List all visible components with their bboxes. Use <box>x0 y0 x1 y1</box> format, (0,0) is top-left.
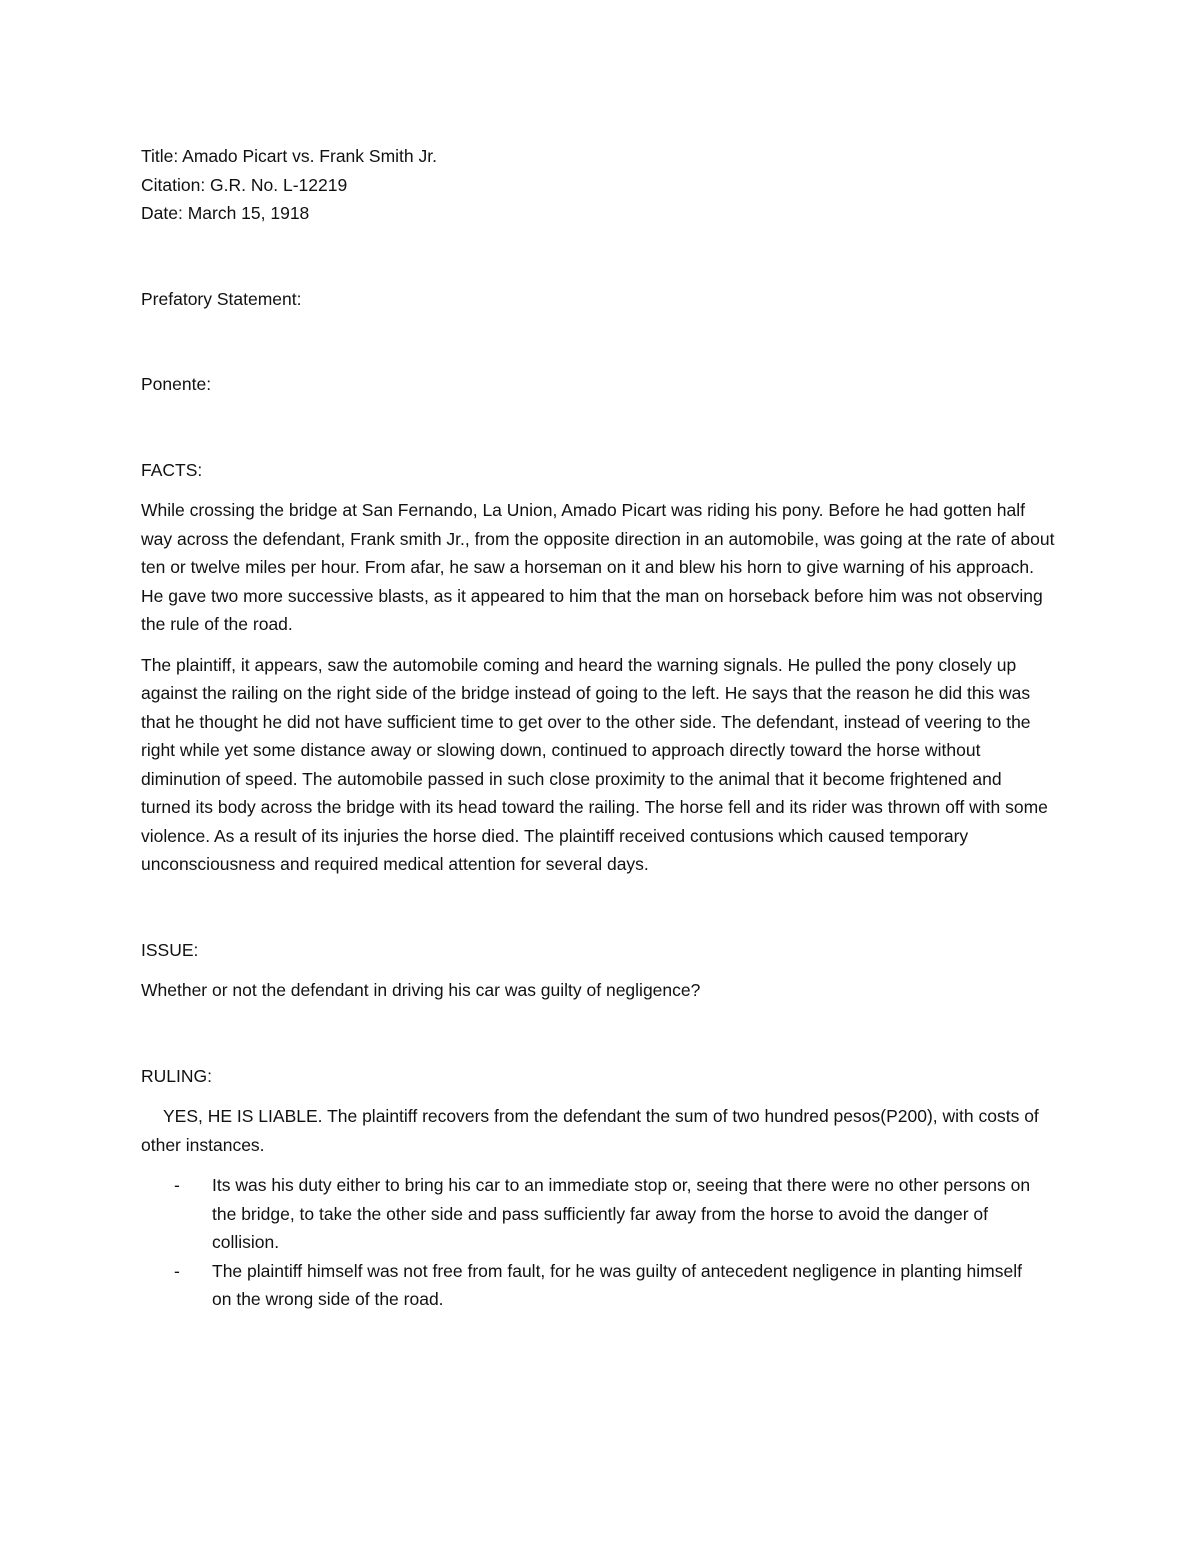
ruling-bullet-2 <box>141 1257 1042 1314</box>
facts-paragraph-1: While crossing the bridge at San Fernando, La Union, Amado Picart was riding his pony. Before he had gotten half way across the defendant, Frank smith Jr., from the opposite direction in an automobile, was going at the rate of about ten or twelve miles per hour. From afar, he saw a horseman on it and blew his horn to give warning of his approach. He gave two more successive blasts, as it appeared to him that the man on horseback before him was not observing the rule of the road. <box>141 500 1055 634</box>
dash-bullet-icon: - <box>174 1175 180 1195</box>
dash-bullet-icon: - <box>174 1260 180 1281</box>
ponente-label: Ponente: <box>141 374 212 394</box>
spacer <box>141 228 1061 285</box>
spacer <box>141 1005 1061 1062</box>
issue-text: Whether or not the defendant in driving his car was guilty of negligence? <box>141 980 701 1000</box>
prefatory-statement-label: Prefatory Statement: <box>141 288 302 309</box>
spacer <box>141 1090 1061 1102</box>
spacer <box>141 399 1061 456</box>
case-citation: Citation: G.R. No. L-12219 <box>141 174 348 195</box>
ruling-text: YES, HE IS LIABLE. The plaintiff recovers from the defendant the sum of two hundred pesos(P200), with costs of other instances. <box>141 1106 1039 1155</box>
issue-heading: ISSUE: <box>141 939 199 960</box>
document-body <box>141 142 1061 1314</box>
spacer <box>141 964 1061 976</box>
spacer <box>141 879 1061 936</box>
ruling-heading: RULING: <box>141 1065 212 1086</box>
spacer <box>141 639 1061 651</box>
spacer <box>141 484 1061 496</box>
facts-heading: FACTS: <box>141 459 203 480</box>
facts-paragraph-2: The plaintiff, it appears, saw the automobile coming and heard the warning signals. He pulled the pony closely up against the railing on the right side of the bridge instead of going to the left. He says that the reason he did this was that he thought he did not have sufficient time to get over to the other side. The defendant, instead of veering to the right while yet some distance away or slowing down, continued to approach directly toward the horse without diminution of speed. The automobile passed in such close proximity to the animal that it become frightened and turned its body across the bridge with its head toward the railing. The horse fell and its rider was thrown off with some violence. As a result of its injuries the horse died. The plaintiff received contusions which caused temporary unconsciousness and required medical attention for several days. <box>141 654 1048 874</box>
case-title: Title: Amado Picart vs. Frank Smith Jr. <box>141 146 437 166</box>
ruling-bullet-list <box>141 1171 1061 1314</box>
ruling-bullet-text: Its was his duty either to bring his car to an immediate stop or, seeing that there were no other persons on the bridge, to take the other side and pass sufficiently far away from the horse to avoid the danger of collision. <box>212 1175 1031 1252</box>
ruling-bullet-1 <box>141 1171 1042 1257</box>
spacer <box>141 1159 1061 1171</box>
ruling-bullet-text: The plaintiff himself was not free from fault, for he was guilty of antecedent negligence in planting himself on the wrong side of the road. <box>212 1260 1022 1309</box>
spacer <box>141 313 1061 370</box>
case-date: Date: March 15, 1918 <box>141 203 310 223</box>
